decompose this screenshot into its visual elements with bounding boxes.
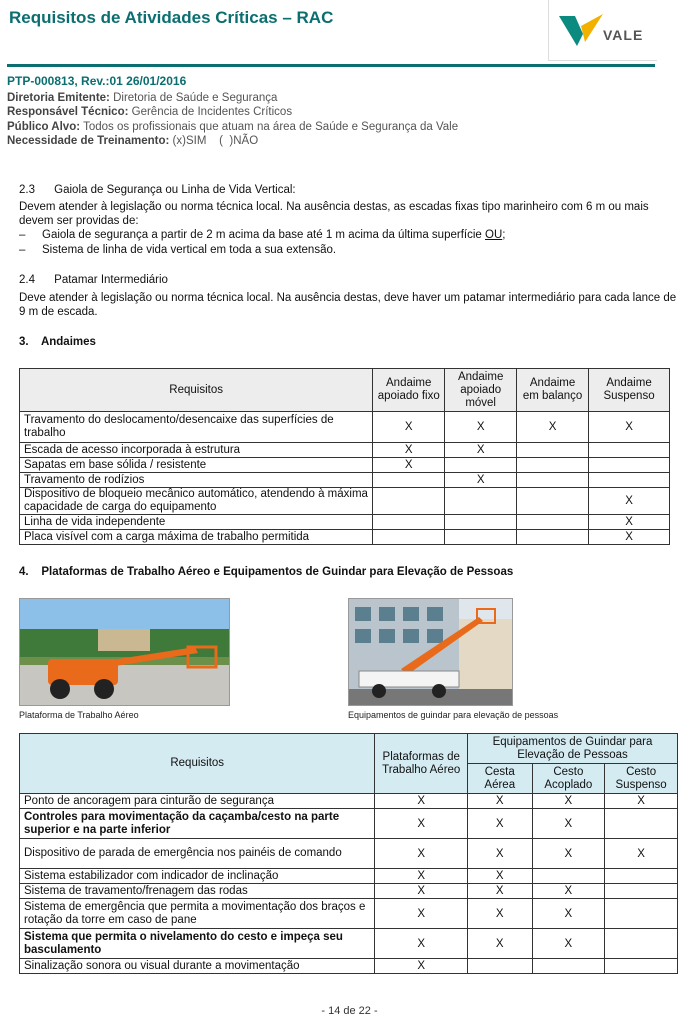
bullet-text: Gaiola de segurança a partir de 2 m acima da base até 1 m acima da última superfície — [42, 229, 482, 241]
check-cell — [445, 515, 517, 530]
table-row — [20, 473, 670, 488]
page-number: - 14 de 22 - — [321, 1005, 378, 1017]
table-row — [20, 530, 670, 545]
col-header: Andaime apoiado fixo — [373, 369, 445, 412]
col-header: Cesto Suspenso — [605, 764, 678, 794]
section-2-4-heading: 2.4 Patamar Intermediário — [19, 274, 168, 286]
check-cell: X — [375, 929, 468, 959]
check-cell: X — [375, 884, 468, 899]
requirement-cell: Travamento do deslocamento/desencaixe das superfícies de trabalho — [20, 412, 373, 443]
col-header: Plataformas de Trabalho Aéreo — [375, 734, 468, 794]
header-rule — [7, 64, 655, 67]
requirement-cell: Placa visível com a carga máxima de trabalho permitida — [20, 530, 373, 545]
check-cell — [589, 458, 670, 473]
document-metadata — [7, 74, 458, 148]
check-cell: X — [445, 412, 517, 443]
meta-label: Público Alvo: — [7, 120, 81, 133]
check-cell: X — [468, 899, 533, 929]
bullet-item — [19, 243, 679, 257]
check-cell: X — [532, 899, 605, 929]
table-row — [20, 884, 678, 899]
check-cell — [605, 959, 678, 974]
crane-basket-photo — [348, 598, 513, 706]
table-row — [20, 839, 678, 869]
table-row — [20, 869, 678, 884]
check-cell — [468, 959, 533, 974]
dash-marker: – — [19, 244, 26, 256]
bullet-item — [19, 228, 679, 242]
check-cell: X — [445, 443, 517, 458]
check-cell — [517, 458, 589, 473]
col-header: Requisitos — [20, 369, 373, 412]
requirement-cell: Sistema de travamento/frenagem das rodas — [20, 884, 375, 899]
aerial-platform-photo — [19, 598, 230, 706]
check-cell — [517, 443, 589, 458]
check-cell — [589, 473, 670, 488]
requirement-cell: Dispositivo de parada de emergência nos painéis de comando — [20, 839, 375, 869]
check-cell: X — [375, 869, 468, 884]
check-cell — [605, 809, 678, 839]
dash-marker: – — [19, 229, 26, 241]
col-header: Andaime apoiado móvel — [445, 369, 517, 412]
check-cell: X — [532, 809, 605, 839]
table-row — [20, 412, 670, 443]
col-header: Cesto Acoplado — [532, 764, 605, 794]
table-row — [20, 515, 670, 530]
logo-text: VALE — [603, 27, 644, 43]
requirement-cell: Sistema que permita o nivelamento do cesto e impeça seu basculamento — [20, 929, 375, 959]
check-cell — [605, 929, 678, 959]
section-2-4-paragraph: Deve atender à legislação ou norma técnica local. Na ausência destas, deve haver um patamar intermediário para cada lance de 9 m de escada. — [19, 292, 677, 318]
document-code: PTP-000813, Rev.:01 26/01/2016 — [7, 74, 187, 88]
bullet-emphasis: OU — [485, 229, 503, 241]
check-cell: X — [375, 839, 468, 869]
requirement-cell: Sapatas em base sólida / resistente — [20, 458, 373, 473]
vale-logo — [548, 0, 657, 61]
andaimes-table — [19, 368, 670, 545]
check-cell: X — [468, 869, 533, 884]
document-title: Requisitos de Atividades Críticas – RAC — [9, 8, 334, 27]
check-cell: X — [605, 839, 678, 869]
meta-line — [7, 120, 458, 134]
meta-value: Gerência de Incidentes Críticos — [131, 106, 293, 119]
check-cell: X — [445, 473, 517, 488]
requirement-cell: Sistema estabilizador com indicador de inclinação — [20, 869, 375, 884]
meta-line — [7, 91, 458, 105]
meta-value: Todos os profissionais que atuam na área de Saúde e Segurança da Vale — [83, 120, 459, 133]
check-cell: X — [517, 412, 589, 443]
check-cell: X — [532, 794, 605, 809]
table-row — [20, 488, 670, 515]
col-header: Cesta Aérea — [468, 764, 533, 794]
plataformas-table — [19, 733, 678, 974]
check-cell — [373, 473, 445, 488]
table-header-row — [20, 369, 670, 412]
bullet-punct: ; — [502, 229, 506, 241]
table-row — [20, 899, 678, 929]
check-cell — [373, 530, 445, 545]
meta-line — [7, 105, 458, 119]
check-cell: X — [589, 488, 670, 515]
requirement-cell: Dispositivo de bloqueio mecânico automático, atendendo à máxima capacidade de carga do equipamento — [20, 488, 373, 515]
table-row — [20, 959, 678, 974]
requirement-cell: Sinalização sonora ou visual durante a movimentação — [20, 959, 375, 974]
col-header: Requisitos — [20, 734, 375, 794]
check-cell: X — [532, 839, 605, 869]
check-cell: X — [468, 839, 533, 869]
meta-value: (x)SIM ( )NÃO — [172, 134, 259, 147]
check-cell — [605, 899, 678, 929]
table-row — [20, 458, 670, 473]
check-cell: X — [589, 412, 670, 443]
requirement-cell: Linha de vida independente — [20, 515, 373, 530]
section-2-3-paragraph: Devem atender à legislação ou norma técnica local. Na ausência destas, as escadas fixas tipo marinheiro com 6 m ou mais devem ser providas de: — [19, 201, 649, 227]
check-cell: X — [375, 809, 468, 839]
table-row — [20, 794, 678, 809]
meta-label: Diretoria Emitente: — [7, 92, 110, 105]
check-cell — [605, 884, 678, 899]
check-cell: X — [375, 959, 468, 974]
check-cell — [532, 869, 605, 884]
meta-line — [7, 134, 458, 148]
check-cell — [589, 443, 670, 458]
vale-logo-icon — [559, 12, 603, 48]
photo-caption: Equipamentos de guindar para elevação de pessoas — [348, 710, 559, 720]
col-group-header: Equipamentos de Guindar para Elevação de Pessoas — [468, 734, 678, 764]
col-header: Andaime em balanço — [517, 369, 589, 412]
meta-value: Diretoria de Saúde e Segurança — [113, 92, 278, 105]
check-cell — [517, 488, 589, 515]
check-cell: X — [532, 884, 605, 899]
check-cell: X — [468, 884, 533, 899]
check-cell: X — [468, 929, 533, 959]
table-row — [20, 929, 678, 959]
section-4-heading: 4. Plataformas de Trabalho Aéreo e Equipamentos de Guindar para Elevação de Pessoas — [19, 566, 514, 578]
check-cell: X — [468, 794, 533, 809]
check-cell: X — [589, 515, 670, 530]
requirement-cell: Escada de acesso incorporada à estrutura — [20, 443, 373, 458]
check-cell — [517, 515, 589, 530]
requirement-cell: Sistema de emergência que permita a movimentação dos braços e rotação da torre em caso de pane — [20, 899, 375, 929]
section-2-3-heading: 2.3 Gaiola de Segurança ou Linha de Vida Vertical: — [19, 184, 296, 196]
check-cell: X — [373, 443, 445, 458]
check-cell: X — [373, 458, 445, 473]
check-cell — [445, 458, 517, 473]
col-header: Andaime Suspenso — [589, 369, 670, 412]
meta-label: Responsável Técnico: — [7, 106, 129, 119]
requirement-cell: Controles para movimentação da caçamba/cesto na parte superior e na parte inferior — [20, 809, 375, 839]
check-cell: X — [375, 794, 468, 809]
check-cell — [517, 530, 589, 545]
bullet-text: Sistema de linha de vida vertical em toda a sua extensão. — [42, 244, 337, 256]
table-row — [20, 443, 670, 458]
check-cell: X — [468, 809, 533, 839]
check-cell: X — [605, 794, 678, 809]
check-cell: X — [373, 412, 445, 443]
meta-label: Necessidade de Treinamento: — [7, 134, 170, 147]
section-3-heading: 3. Andaimes — [19, 336, 96, 348]
check-cell: X — [375, 899, 468, 929]
check-cell — [445, 530, 517, 545]
table-header-row — [20, 734, 678, 764]
check-cell — [373, 515, 445, 530]
requirement-cell: Travamento de rodízios — [20, 473, 373, 488]
check-cell — [517, 473, 589, 488]
check-cell — [445, 488, 517, 515]
requirement-cell: Ponto de ancoragem para cinturão de segurança — [20, 794, 375, 809]
table-row — [20, 809, 678, 839]
check-cell — [373, 488, 445, 515]
check-cell — [532, 959, 605, 974]
check-cell: X — [532, 929, 605, 959]
check-cell — [605, 869, 678, 884]
check-cell: X — [589, 530, 670, 545]
photo-caption: Plataforma de Trabalho Aéreo — [19, 710, 139, 720]
